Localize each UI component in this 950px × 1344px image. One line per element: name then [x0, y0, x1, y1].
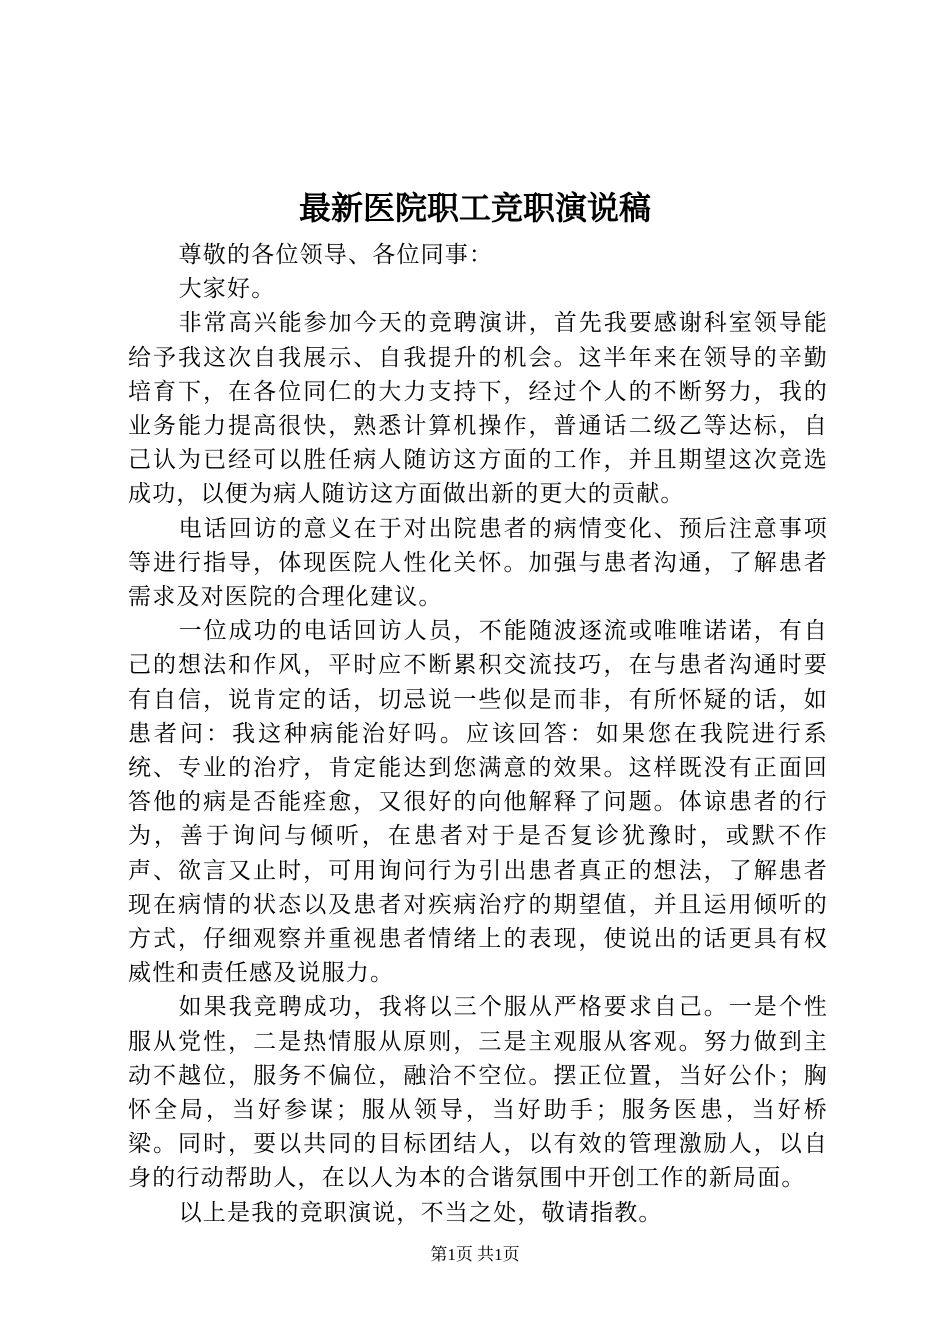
document-title: 最新医院职工竞职演说稿 [298, 189, 651, 227]
body-paragraph: 如果我竞聘成功，我将以三个服从严格要求自己。一是个性服从党性，二是热情服从原则，三是主观服从客观。努力做到主动不越位，服务不偏位，融洽不空位。摆正位置，当好公仆；胸怀全局，当好参谋；服从领导，当好助手；服务医患，当好桥梁。同时，要以共同的目标团结人，以有效的管理激励人，以自身的行动帮助人，在以人为本的合谐氛围中开创工作的新局面。 [128, 994, 828, 1192]
body-paragraph: 一位成功的电话回访人员，不能随波逐流或唯唯诺诺，有自己的想法和作风，平时应不断累积交流技巧，在与患者沟通时要有自信，说肯定的话，切忌说一些似是而非，有所怀疑的话，如患者问：我这种病能治好吗。应该回答：如果您在我院进行系统、专业的治疗，肯定能达到您满意的效果。这样既没有正面回答他的病是否能痊愈，又很好的向他解释了问题。体谅患者的行为，善于询问与倾听，在患者对于是否复诊犹豫时，或默不作声、欲言又止时，可用询问行为引出患者真正的想法，了解患者现在病情的状态以及患者对疾病治疗的期望值，并且运用倾听的方式，仔细观察并重视患者情绪上的表现，使说出的话更具有权威性和责任感及说服力。 [128, 618, 828, 987]
document-body [128, 238, 828, 1230]
body-paragraph: 非常高兴能参加今天的竞聘演讲，首先我要感谢科室领导能给予我这次自我展示、自我提升的机会。这半年来在领导的辛勤培育下，在各位同仁的大力支持下，经过个人的不断努力，我的业务能力提高很快，熟悉计算机操作，普通话二级乙等达标，自己认为已经可以胜任病人随访这方面的工作，并且期望这次竞选成功，以便为病人随访这方面做出新的更大的贡献。 [128, 310, 828, 508]
page-footer: 第1页 共1页 [430, 1245, 520, 1264]
salutation: 尊敬的各位领导、各位同事： [178, 242, 494, 268]
greeting: 大家好。 [178, 276, 276, 303]
body-paragraph: 电话回访的意义在于对出院患者的病情变化、预后注意事项等进行指导，体现医院人性化关怀。加强与患者沟通，了解患者需求及对医院的合理化建议。 [128, 515, 828, 611]
closing-paragraph: 以上是我的竞职演说，不当之处，敬请指教。 [178, 1199, 663, 1226]
